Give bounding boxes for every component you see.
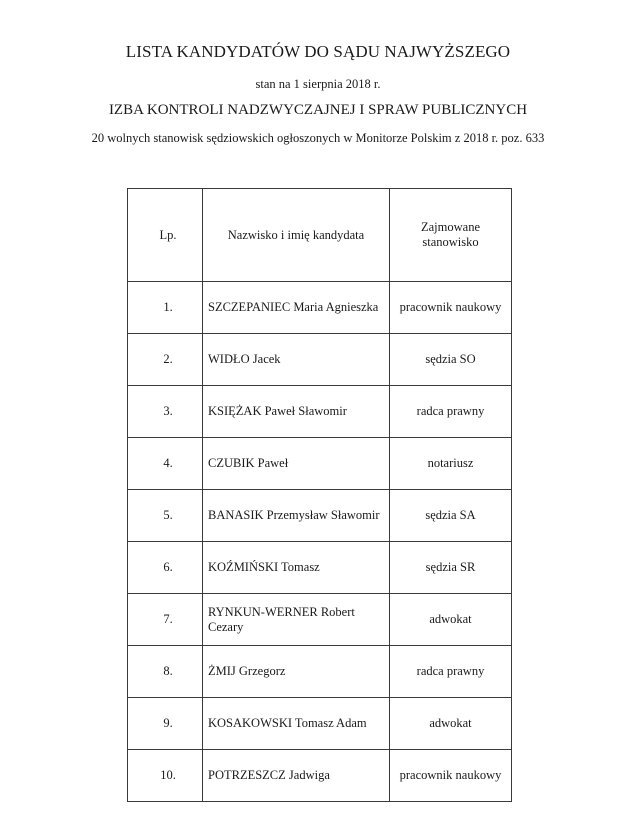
cell-lp: 10. xyxy=(128,750,203,802)
cell-lp: 2. xyxy=(128,334,203,386)
status-date: stan na 1 sierpnia 2018 r. xyxy=(255,77,381,91)
header-lp: Lp. xyxy=(128,189,203,282)
cell-position: pracownik naukowy xyxy=(390,282,512,334)
cell-lp: 4. xyxy=(128,438,203,490)
cell-lp: 7. xyxy=(128,594,203,646)
cell-lp: 3. xyxy=(128,386,203,438)
cell-name: POTRZESZCZ Jadwiga xyxy=(203,750,390,802)
cell-name: KOSAKOWSKI Tomasz Adam xyxy=(203,698,390,750)
cell-position: adwokat xyxy=(390,594,512,646)
table-header-row xyxy=(128,189,512,282)
header-position-line2: stanowisko xyxy=(422,235,479,249)
table-row xyxy=(128,594,512,646)
table-row xyxy=(128,750,512,802)
cell-position: pracownik naukowy xyxy=(390,750,512,802)
cell-position: sędzia SO xyxy=(390,334,512,386)
cell-position: sędzia SA xyxy=(390,490,512,542)
header-position-line1: Zajmowane xyxy=(420,220,480,234)
cell-name: WIDŁO Jacek xyxy=(203,334,390,386)
cell-name: BANASIK Przemysław Sławomir xyxy=(203,490,390,542)
header-position xyxy=(390,189,512,282)
cell-lp: 1. xyxy=(128,282,203,334)
cell-position: sędzia SR xyxy=(390,542,512,594)
candidates-table xyxy=(127,188,512,802)
table-row xyxy=(128,334,512,386)
header-name: Nazwisko i imię kandydata xyxy=(203,189,390,282)
table-row xyxy=(128,282,512,334)
cell-name: SZCZEPANIEC Maria Agnieszka xyxy=(203,282,390,334)
cell-lp: 5. xyxy=(128,490,203,542)
chamber-heading: IZBA KONTROLI NADZWYCZAJNEJ I SPRAW PUBLICZNYCH xyxy=(108,102,528,118)
cell-position: adwokat xyxy=(390,698,512,750)
table-row xyxy=(128,438,512,490)
cell-position: radca prawny xyxy=(390,646,512,698)
cell-name: RYNKUN-WERNER Robert Cezary xyxy=(203,594,390,646)
cell-name: KOŹMIŃSKI Tomasz xyxy=(203,542,390,594)
cell-lp: 6. xyxy=(128,542,203,594)
vacancies-subtitle: 20 wolnych stanowisk sędziowskich ogłoszonych w Monitorze Polskim z 2018 r. poz. 633 xyxy=(91,131,545,145)
table-row xyxy=(128,698,512,750)
table-row xyxy=(128,646,512,698)
cell-lp: 8. xyxy=(128,646,203,698)
table-row xyxy=(128,386,512,438)
cell-name: KSIĘŻAK Paweł Sławomir xyxy=(203,386,390,438)
cell-position: radca prawny xyxy=(390,386,512,438)
cell-lp: 9. xyxy=(128,698,203,750)
document-title: LISTA KANDYDATÓW DO SĄDU NAJWYŻSZEGO xyxy=(125,42,511,61)
cell-name: CZUBIK Paweł xyxy=(203,438,390,490)
table-row xyxy=(128,490,512,542)
cell-position: notariusz xyxy=(390,438,512,490)
cell-name: ŻMIJ Grzegorz xyxy=(203,646,390,698)
table-row xyxy=(128,542,512,594)
